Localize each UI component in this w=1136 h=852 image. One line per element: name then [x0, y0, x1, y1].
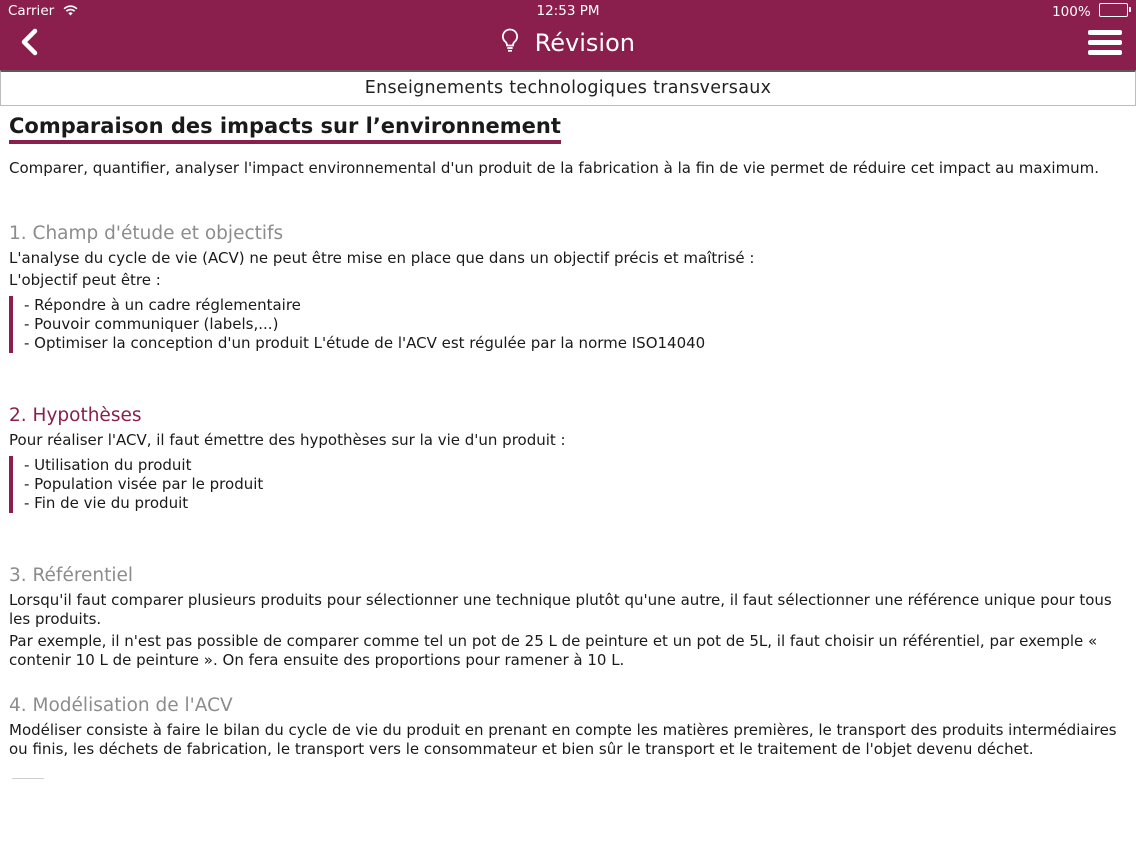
section-heading-3: 3. Référentiel: [9, 565, 134, 586]
list-item: - Utilisation du produit: [24, 456, 192, 474]
content-title: Comparaison des impacts sur l’environnement: [9, 112, 561, 144]
nav-title: [0, 28, 1136, 58]
intro-paragraph: Comparer, quantifier, analyser l'impact environnemental d'un produit de la fabrication à la fin de vie permet de réduire cet impact au maximum.: [9, 159, 1100, 177]
section-3-text-2: Par exemple, il n'est pas possible de comparer comme tel un pot de 25 L de peinture et un pot de 5L, il faut choisir un référentiel, par exemple « contenir 10 L de peinture ». On fera ensuite des proportions pour ramener à 10 L.: [9, 632, 1098, 669]
section-1-list: [9, 296, 1127, 353]
battery-icon: [1099, 3, 1128, 17]
status-carrier: Carrier: [8, 3, 78, 19]
section-heading-1: 1. Champ d'étude et objectifs: [9, 223, 284, 244]
section-3-text: Lorsqu'il faut comparer plusieurs produits pour sélectionner une technique plutôt qu'une autre, il faut sélectionner une référence unique pour tous les produits.: [9, 591, 1112, 628]
section-subtitle: Enseignements technologiques transversaux: [0, 70, 1136, 106]
lightbulb-icon: [501, 28, 519, 54]
list-item: - Pouvoir communiquer (labels,...): [24, 315, 279, 333]
revision-content: [9, 112, 1127, 779]
menu-button[interactable]: [1088, 30, 1122, 56]
section-heading-2: 2. Hypothèses: [9, 405, 142, 426]
status-time: 12:53 PM: [536, 3, 600, 19]
list-item: - Optimiser la conception d'un produit L'étude de l'ACV est régulée par la norme ISO14040: [24, 334, 706, 352]
section-heading-4: 4. Modélisation de l'ACV: [9, 695, 233, 716]
divider: [12, 778, 44, 779]
section-1-text: L'analyse du cycle de vie (ACV) ne peut être mise en place que dans un objectif précis et maîtrisé :: [9, 249, 755, 267]
menu-icon: [1088, 30, 1122, 35]
page-title: Révision: [534, 29, 635, 57]
list-item: - Population visée par le produit: [24, 475, 264, 493]
section-1-text-2: L'objectif peut être :: [9, 271, 161, 289]
list-item: - Répondre à un cadre réglementaire: [24, 296, 301, 314]
section-2-list: [9, 456, 1127, 513]
section-2-text: Pour réaliser l'ACV, il faut émettre des hypothèses sur la vie d'un produit :: [9, 431, 566, 449]
section-4-text: Modéliser consiste à faire le bilan du cycle de vie du produit en prenant en compte les matières premières, le transport des produits intermédiaires ou finis, les déchets de fabrication, le transport vers le consommateur et bien sûr le transport et le traitement de l'objet devenu déchet.: [9, 721, 1117, 758]
status-battery: 100%: [1052, 3, 1128, 20]
top-bar: [0, 0, 1136, 70]
list-item: - Fin de vie du produit: [24, 494, 189, 512]
